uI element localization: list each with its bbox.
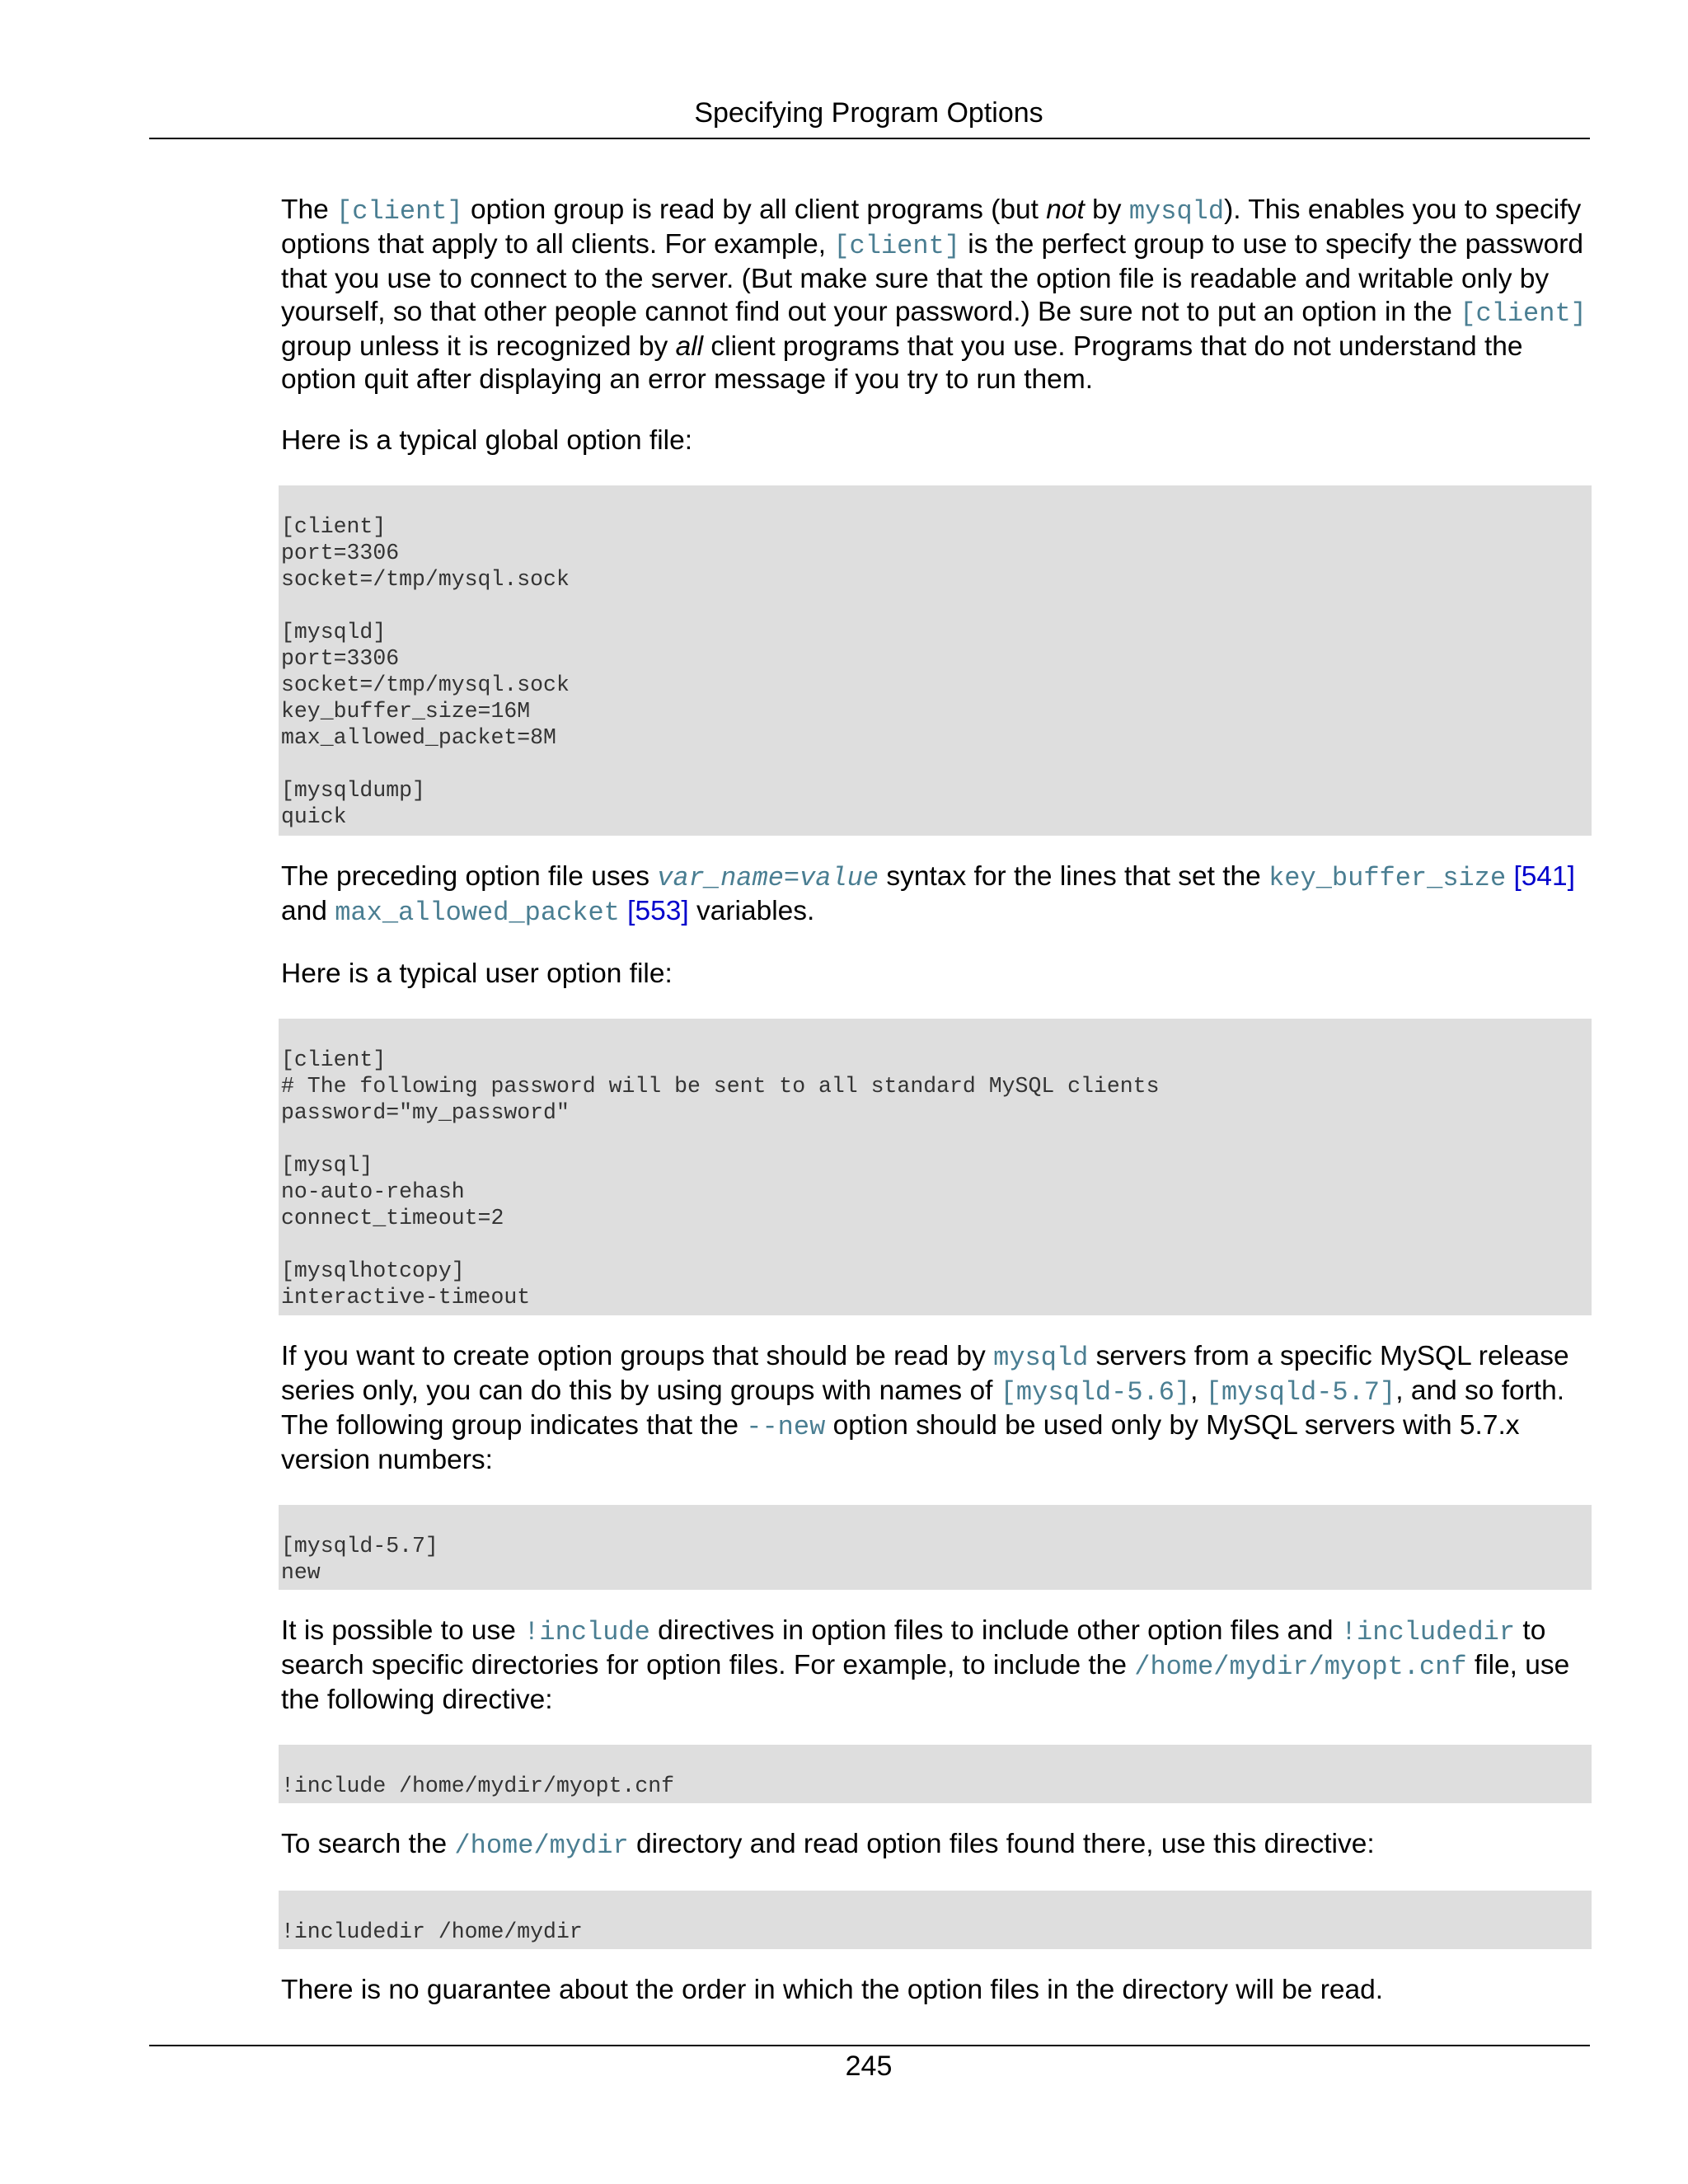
text: If you want to create option groups that should be read by [281,1341,994,1371]
paragraph-client-group [281,194,1595,396]
inline-code-new-option: --new [746,1412,826,1442]
text: ). This enables you to specify options that apply to all clients. For example, [281,194,1582,260]
paragraph-user-option-intro: Here is a typical user option file: [281,958,673,989]
text: option group is read by all client programs (but [462,194,1047,225]
paragraph-includedir-intro [281,1828,1595,1863]
link-ref-541[interactable]: [541] [1513,861,1575,892]
code-block-global-option-file: [client] port=3306 socket=/tmp/mysql.sock [mysqld] port=3306 socket=/tmp/mysql.sock key_buffer_size=16M max_allowed_packet=8M [mysqldump] quick [279,485,1592,836]
inline-code-mysqld: mysqld [1128,196,1225,227]
text: and [281,896,335,926]
text: It is possible to use [281,1615,524,1646]
text: variables. [688,896,815,926]
link-ref-553[interactable]: [553] [627,896,689,926]
text: , and so forth. The following group indicates that the [281,1376,1565,1441]
text: client programs that you use. Programs that do not understand the option quit after displaying an error message if you try to run them. [281,331,1523,395]
code-block-includedir-directive: !includedir /home/mydir [279,1891,1592,1949]
code-block-include-directive: !include /home/mydir/myopt.cnf [279,1745,1592,1803]
paragraph-var-name-syntax [281,860,1595,930]
page-number: 245 [845,2050,893,2082]
text: file, use the following directive: [281,1650,1570,1715]
inline-code-mydir-path: /home/mydir [454,1830,629,1861]
text: The [281,194,337,225]
inline-code-client: [client] [833,231,960,261]
inline-code-var-name-value: var_name=value [657,863,879,893]
code-block-mysqld-5-7-group: [mysqld-5.7] new [279,1505,1592,1590]
header-rule [149,138,1590,139]
emphasis-not: not [1046,194,1085,225]
paragraph-global-option-intro: Here is a typical global option file: [281,425,693,456]
paragraph-release-series-groups [281,1340,1595,1477]
code-block-user-option-file: [client] # The following password will be sent to all standard MySQL clients password="my_password" [mysql] no-auto-rehash connect_timeout=2 [mysqlhotcopy] interactive-timeout [279,1019,1592,1315]
text: by [1084,194,1129,225]
text: syntax for the lines that set the [879,861,1269,892]
inline-code-max-allowed-packet: max_allowed_packet [335,898,620,928]
text: The preceding option file uses [281,861,658,892]
text: group unless it is recognized by [281,331,676,362]
text: directives in option files to include other option files and [649,1615,1341,1646]
footer-rule [149,2045,1590,2046]
text: option should be used only by MySQL servers with 5.7.x version numbers: [281,1410,1520,1475]
paragraph-include-directives [281,1615,1595,1717]
inline-code-client: [client] [1460,298,1587,329]
text: , [1190,1376,1206,1406]
inline-code-mysqld-5-6: [mysqld-5.6] [1000,1377,1191,1408]
inline-code-key-buffer-size: key_buffer_size [1268,863,1507,893]
emphasis-all: all [675,331,704,362]
inline-code-myopt-path: /home/mydir/myopt.cnf [1134,1652,1467,1682]
text: To search the [281,1829,455,1859]
inline-code-mysqld-5-7: [mysqld-5.7] [1205,1377,1396,1408]
inline-code-client: [client] [336,196,463,227]
text: to search specific directories for option files. For example, to include the [281,1615,1546,1680]
text: is the perfect group to use to specify the password that you use to connect to the server. (But make sure that the option file is readable and writable only by yourself, so that other people cannot find out your password.) Be sure not to put an option in the [281,229,1583,327]
inline-code-mysqld: mysqld [993,1343,1089,1373]
paragraph-read-order: There is no guarantee about the order in which the option files in the directory will be read. [281,1975,1384,2005]
text: servers from a specific MySQL release series only, you can do this by using groups with names of [281,1341,1569,1406]
inline-code-include: !include [523,1617,650,1647]
text: directory and read option files found there, use this directive: [628,1829,1375,1859]
running-header: Specifying Program Options [694,97,1043,129]
inline-code-includedir: !includedir [1340,1617,1516,1647]
page-body [281,194,1595,2007]
